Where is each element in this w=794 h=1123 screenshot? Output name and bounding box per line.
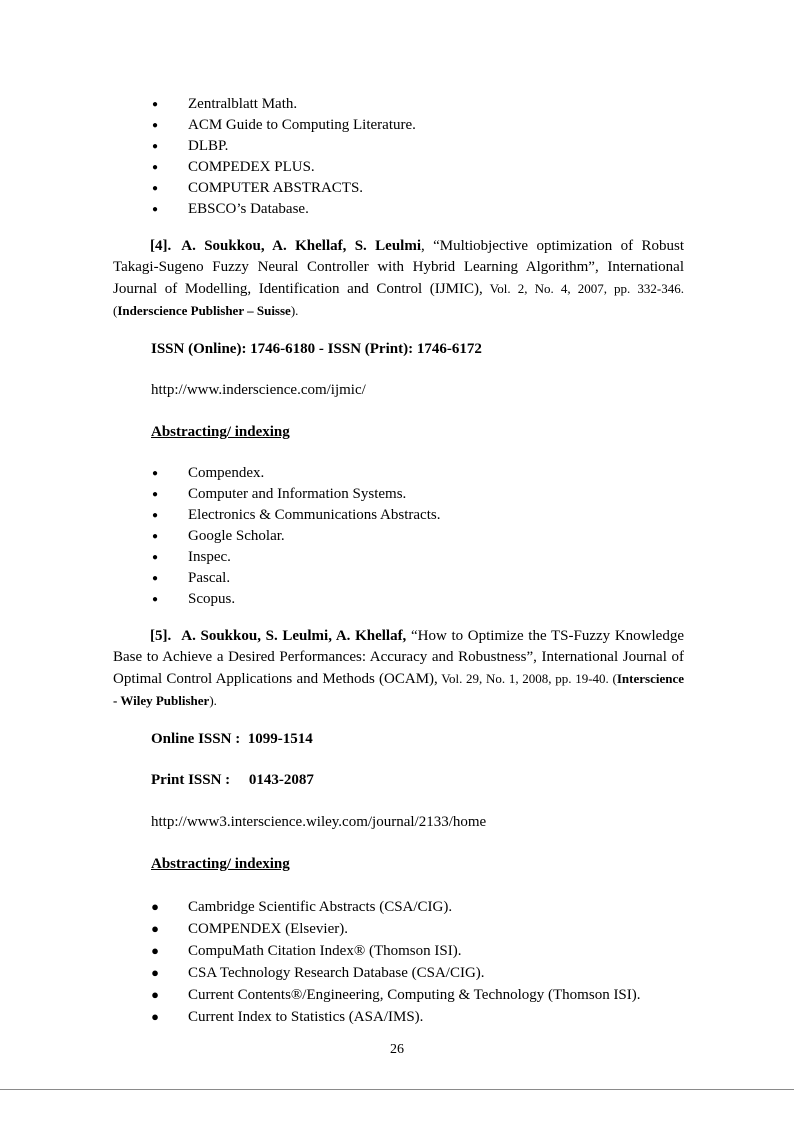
reference-5: [5]. A. Soukkou, S. Leulmi, A. Khellaf, “How to Optimize the TS-Fuzzy Knowledge Base to Achieve a Desired Performances: Accuracy and Robustness”, International Journal of Optimal Control Applications and Methods (OCAM), Vol. 29, No. 1, 2008, pp. 19-40. (Interscience - Wiley Publisher). <box>113 628 684 708</box>
list-item: ● ACM Guide to Computing Literature. <box>113 115 416 136</box>
page-number: 26 <box>390 1042 404 1057</box>
list-item: ● COMPUTER ABSTRACTS. <box>113 178 416 199</box>
list-item: ● EBSCO’s Database. <box>113 199 416 220</box>
reference-title: “How to Optimize the TS-Fuzzy Knowledge Base to Achieve a Desired Performances: Accuracy and Robustness”, International Journal of Optimal Control Applications and Methods (OCAM), <box>113 628 684 687</box>
section-heading: Abstracting/ indexing <box>151 424 290 440</box>
reference-authors: A. Soukkou, S. Leulmi, A. Khellaf, <box>181 628 407 644</box>
list-item: ● Current Index to Statistics (ASA/IMS). <box>113 1006 641 1028</box>
bullet-icon: ● <box>151 899 159 914</box>
bullet-icon: ● <box>151 965 159 980</box>
list-item: ● COMPENDEX (Elsevier). <box>113 918 641 940</box>
list-item: ● Zentralblatt Math. <box>113 94 416 115</box>
bullet-icon: ● <box>151 510 159 521</box>
index-list-3 <box>113 896 641 1028</box>
ref4-url[interactable]: http://www.inderscience.com/ijmic/ <box>151 382 366 398</box>
bullet-icon: ● <box>151 531 159 542</box>
ref5-online-issn: Online ISSN : 1099-1514 <box>151 731 313 747</box>
bullet-icon: ● <box>151 943 159 958</box>
bullet-icon: ● <box>151 141 159 152</box>
index-list-2 <box>113 463 440 610</box>
bullet-icon: ● <box>151 594 159 605</box>
bullet-icon: ● <box>151 1009 159 1024</box>
reference-number: [4]. <box>150 238 172 254</box>
ref4-issn: ISSN (Online): 1746-6180 - ISSN (Print): 1746-6172 <box>151 341 482 357</box>
reference-authors: A. Soukkou, A. Khellaf, S. Leulmi <box>181 238 422 254</box>
bullet-icon: ● <box>151 489 159 500</box>
reference-number: [5]. <box>150 628 172 644</box>
reference-4: [4]. A. Soukkou, A. Khellaf, S. Leulmi, “Multiobjective optimization of Robust Takagi-Sugeno Fuzzy Neural Controller with Hybrid Learning Algorithm”, International Journal of Modelling, Identification and Control (IJMIC), Vol. 2, No. 4, 2007, pp. 332-346. (Inderscience Publisher – Suisse). <box>113 238 684 318</box>
list-item: ● Google Scholar. <box>113 526 440 547</box>
bullet-icon: ● <box>151 183 159 194</box>
bullet-icon: ● <box>151 99 159 110</box>
ref5-print-issn: Print ISSN : 0143-2087 <box>151 772 314 788</box>
index-list-1 <box>113 94 416 220</box>
reference-title: , “Multiobjective optimization of Robust Takagi-Sugeno Fuzzy Neural Controller with Hybrid Learning Algorithm”, International Journal of Modelling, Identification and Control (IJMIC), <box>113 238 684 297</box>
section-heading: Abstracting/ indexing <box>151 856 290 872</box>
bullet-icon: ● <box>151 552 159 563</box>
list-item: ● Compendex. <box>113 463 440 484</box>
list-item: ● Inspec. <box>113 547 440 568</box>
bullet-icon: ● <box>151 120 159 131</box>
list-item: ● CompuMath Citation Index® (Thomson ISI). <box>113 940 641 962</box>
list-item: ● CSA Technology Research Database (CSA/CIG). <box>113 962 641 984</box>
list-item: ● Computer and Information Systems. <box>113 484 440 505</box>
reference-volume: Vol. 2, No. 4, 2007, pp. 332-346. ( <box>113 281 684 318</box>
list-item: ● Cambridge Scientific Abstracts (CSA/CIG). <box>113 896 641 918</box>
ref5-url[interactable]: http://www3.interscience.wiley.com/journal/2133/home <box>151 814 487 830</box>
reference-publisher: Interscience - Wiley Publisher <box>113 671 684 708</box>
bullet-icon: ● <box>151 921 159 936</box>
footer-divider <box>0 1089 794 1090</box>
bullet-icon: ● <box>151 573 159 584</box>
list-item: ● Electronics & Communications Abstracts. <box>113 505 440 526</box>
reference-volume: Vol. 29, No. 1, 2008, pp. 19-40. ( <box>437 671 617 686</box>
bullet-icon: ● <box>151 468 159 479</box>
list-item: ● Pascal. <box>113 568 440 589</box>
bullet-icon: ● <box>151 162 159 173</box>
list-item: ● Scopus. <box>113 589 440 610</box>
reference-publisher: Inderscience Publisher – Suisse <box>117 303 291 318</box>
bullet-icon: ● <box>151 987 159 1002</box>
list-item: ● DLBP. <box>113 136 416 157</box>
list-item: ● Current Contents®/Engineering, Computing & Technology (Thomson ISI). <box>113 984 641 1006</box>
bullet-icon: ● <box>151 204 159 215</box>
list-item: ● COMPEDEX PLUS. <box>113 157 416 178</box>
